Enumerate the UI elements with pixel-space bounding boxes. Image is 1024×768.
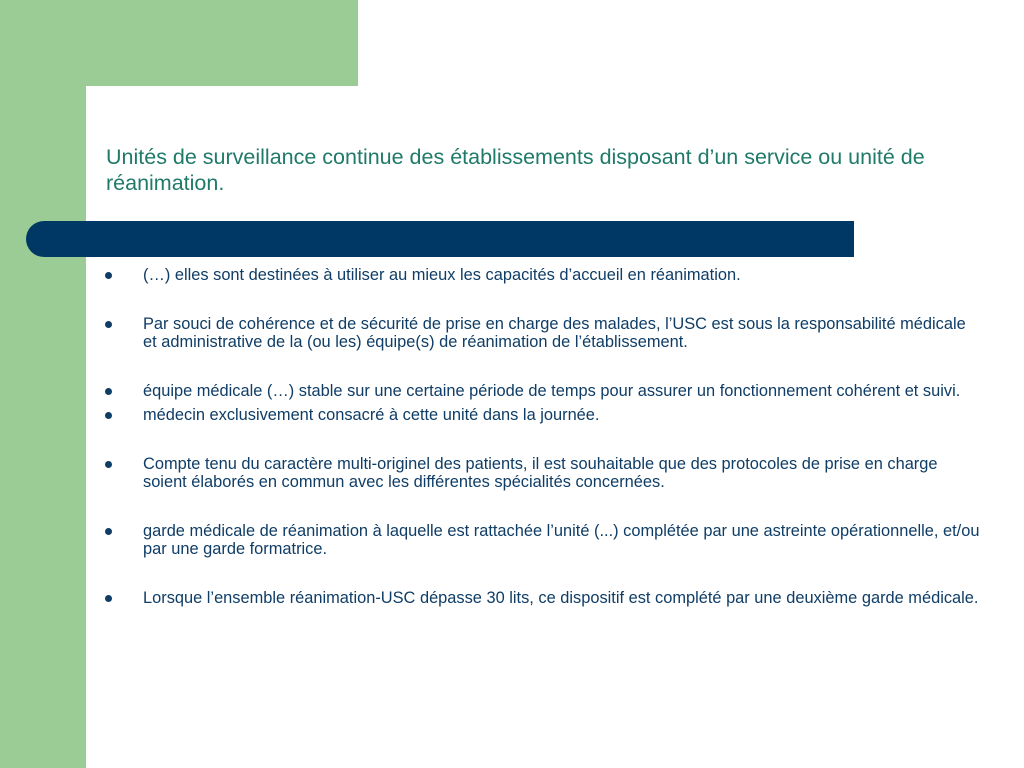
- bullet-item: [100, 315, 980, 352]
- bullet-icon: [105, 595, 112, 602]
- bullet-text: (…) elles sont destinées à utiliser au mieux les capacités d’accueil en réanimation.: [143, 266, 741, 284]
- slide-title: Unités de surveillance continue des établissements disposant d’un service ou unité de réanimation.: [106, 145, 925, 195]
- bullet-icon: [105, 461, 112, 468]
- bullet-icon: [105, 321, 112, 328]
- bullet-text: Compte tenu du caractère multi-originel des patients, il est souhaitable que des protocoles de prise en charge soient élaborés en commun avec les différentes spécialités concernées.: [143, 454, 938, 491]
- bullet-text: Par souci de cohérence et de sécurité de prise en charge des malades, l’USC est sous la responsabilité médicale et administrative de la (ou les) équipe(s) de réanimation de l’établissement.: [143, 314, 966, 351]
- bullet-item: [100, 266, 980, 285]
- bullet-list: [100, 266, 980, 607]
- bullet-item: [100, 589, 980, 608]
- bullet-item: [100, 382, 980, 401]
- bullet-text: Lorsque l’ensemble réanimation-USC dépasse 30 lits, ce dispositif est complété par une deuxième garde médicale.: [143, 588, 979, 607]
- decor-title-bar: [26, 221, 854, 257]
- bullet-icon: [105, 272, 112, 279]
- bullet-text: garde médicale de réanimation à laquelle est rattachée l’unité (...) complétée par une astreinte opérationnelle, et/ou par une garde formatrice.: [143, 521, 980, 558]
- bullet-text: équipe médicale (…) stable sur une certaine période de temps pour assurer un fonctionnement cohérent et suivi.: [143, 381, 961, 400]
- bullet-icon: [105, 528, 112, 535]
- bullet-item: [100, 406, 980, 425]
- bullet-item: [100, 522, 980, 559]
- decor-green-top-band: [0, 0, 358, 86]
- bullet-icon: [105, 412, 112, 419]
- bullet-item: [100, 455, 980, 492]
- bullet-icon: [105, 388, 112, 395]
- bullet-text: médecin exclusivement consacré à cette unité dans la journée.: [143, 406, 600, 424]
- decor-green-side-band: [0, 0, 86, 768]
